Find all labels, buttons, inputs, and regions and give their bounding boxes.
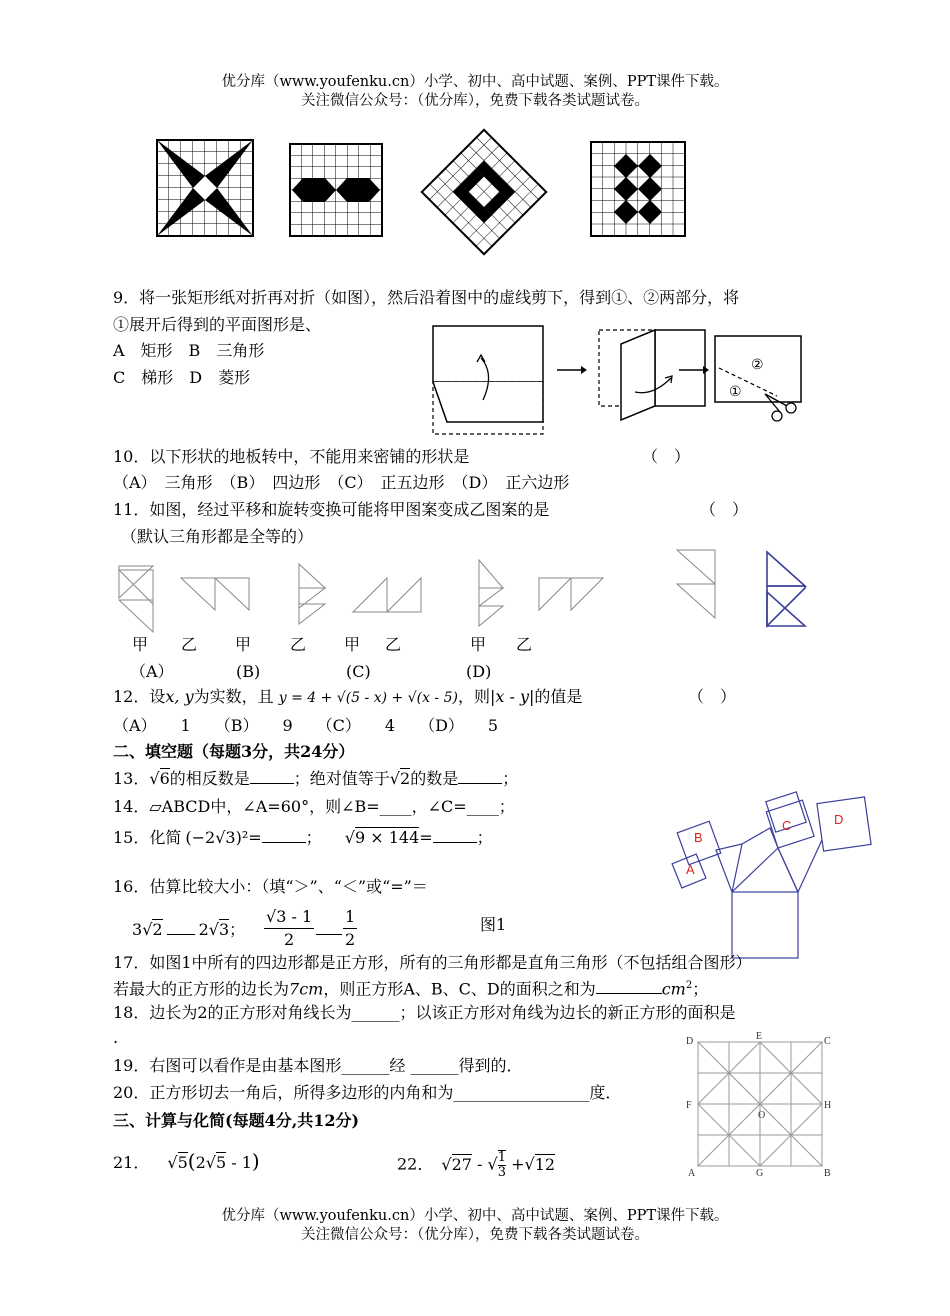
- q9-options-cd: C 梯形 D 菱形: [113, 368, 251, 387]
- q10-answer-paren: （ ）: [642, 447, 691, 466]
- q12-options: （A） 1 （B） 9 （C） 4 （D） 5: [113, 716, 499, 735]
- q11-option-b: (B): [236, 662, 261, 681]
- pythagoras-tree-figure: [672, 780, 882, 960]
- section-3-heading: 三、计算与化简(每题4分,共12分): [113, 1111, 360, 1130]
- q18-line-2: .: [113, 1028, 119, 1047]
- footer-line-1: 优分库（www.youfenku.cn）小学、初中、高中试题、案例、PPT课件下载。: [221, 1208, 729, 1224]
- q11-a-jia-label: 甲: [132, 635, 149, 654]
- transform-triangles-figure: [115, 548, 815, 630]
- pattern-figure-3: [420, 128, 548, 256]
- section-2-heading: 二、填空题（每题3分，共24分）: [113, 742, 355, 761]
- grid-label-h: H: [824, 1100, 832, 1111]
- q16-fraction-right: 1 2: [345, 907, 356, 949]
- q11-stem: 11．如图，经过平移和旋转变换可能将甲图案变成乙图案的是: [113, 500, 550, 519]
- q18-line-1: 18．边长为2的正方形对角线长为______；以该正方形对角线为边长的新正方形的面积是: [113, 1003, 736, 1022]
- q16-blank: [316, 918, 342, 941]
- q11-b-jia-label: 甲: [235, 635, 252, 654]
- grid-label-d: D: [686, 1036, 694, 1047]
- grid-label-f: F: [686, 1100, 692, 1111]
- q11-option-d: (D): [466, 662, 492, 681]
- q16-compare-1: 3√2 2√3；: [132, 920, 246, 939]
- q12-answer-paren: （ ）: [688, 687, 737, 706]
- q16-fraction-left: √3 - 1 2: [266, 907, 313, 949]
- header-line-2: 关注微信公众号：（优分库），免费下载各类试题试卷。: [301, 93, 649, 109]
- q10-stem: 10．以下形状的地板转中，不能用来密铺的形状是: [113, 447, 470, 466]
- grid-label-c: C: [824, 1036, 831, 1047]
- q9-stem-line-2: ①展开后得到的平面图形是、: [113, 315, 322, 334]
- q22: 22． √27 - √ $\frac{1}{3}$ +√12: [397, 1150, 556, 1180]
- q9-options-ab: A 矩形 B 三角形: [113, 341, 265, 360]
- cut-part-1-mark: ①: [729, 384, 742, 400]
- q20: 20．正方形切去一角后，所得多边形的内角和为_________________度．: [113, 1083, 622, 1102]
- q17-line-2: 若最大的正方形的边长为7cm，则正方形A、B、C、D的面积之和为 $cm^2$；: [113, 979, 709, 999]
- square-grid-figure: [684, 1030, 834, 1180]
- q11-d-yi-label: 乙: [516, 635, 533, 654]
- paper-folding-figure: [425, 322, 835, 440]
- pattern-figure-2: [290, 144, 382, 236]
- q12-abs: |x - y|: [490, 687, 535, 706]
- fig1-label-b: B: [694, 830, 703, 845]
- grid-label-e: E: [756, 1031, 763, 1042]
- grid-label-g: G: [756, 1168, 764, 1179]
- q14: 14．▱ABCD中，∠A=60°，则∠B=____，∠C=____；: [113, 797, 515, 816]
- q11-c-jia-label: 甲: [344, 635, 361, 654]
- grid-label-a: A: [688, 1168, 696, 1179]
- q13: 13．√6的相反数是 ；绝对值等于√2的数是 ；: [113, 769, 519, 788]
- q16-stem: 16．估算比较大小：（填“＞”、“＜”或“=”＝: [113, 877, 428, 896]
- header-line-1: 优分库（www.youfenku.cn）小学、初中、高中试题、案例、PPT课件下载。: [221, 74, 729, 90]
- q19: 19．右图可以看作是由基本图形______经 ______得到的．: [113, 1056, 523, 1075]
- q11-c-yi-label: 乙: [385, 635, 402, 654]
- figure-1-caption: 图1: [480, 915, 507, 934]
- footer-line-2: 关注微信公众号：（优分库），免费下载各类试题试卷。: [301, 1227, 649, 1243]
- fig1-label-a: A: [686, 862, 695, 877]
- q12-formula: y = 4 + √(5 - x) + √(x - 5): [278, 690, 458, 706]
- fig1-label-d: D: [834, 812, 844, 827]
- cut-part-2-mark: ②: [751, 357, 764, 373]
- pattern-figure-4: [591, 142, 685, 236]
- q11-a-yi-label: 乙: [181, 635, 198, 654]
- q10-options: （A） 三角形 （B） 四边形 （C） 正五边形 （D） 正六边形: [113, 473, 570, 492]
- q11-answer-paren: （ ）: [700, 500, 749, 519]
- grid-label-b: B: [824, 1168, 831, 1179]
- q9-stem-line-1: 9．将一张矩形纸对折再对折（如图），然后沿着图中的虚线剪下，得到①、②两部分，将: [113, 288, 740, 307]
- q17-line-1: 17．如图1中所有的四边形都是正方形，所有的三角形都是直角三角形（不包括组合图形）: [113, 953, 752, 972]
- fig1-label-c: C: [782, 818, 792, 833]
- q12-stem: 12．设x, y为实数，且 y = 4 + √(5 - x) + √(x - 5)，则|x - y|的值是: [113, 687, 583, 706]
- q21: 21． √5(2√5 - 1): [113, 1149, 260, 1173]
- grid-label-o: O: [758, 1110, 766, 1121]
- pattern-figure-1: [157, 140, 253, 236]
- q11-b-yi-label: 乙: [290, 635, 307, 654]
- q11-option-c: (C): [346, 662, 371, 681]
- q11-d-jia-label: 甲: [470, 635, 487, 654]
- q11-note: （默认三角形都是全等的）: [121, 527, 314, 546]
- q11-option-a: （A）: [130, 662, 174, 681]
- q15: 15．化简 (−2√3)²= ； √9 × 144= ；: [113, 828, 493, 847]
